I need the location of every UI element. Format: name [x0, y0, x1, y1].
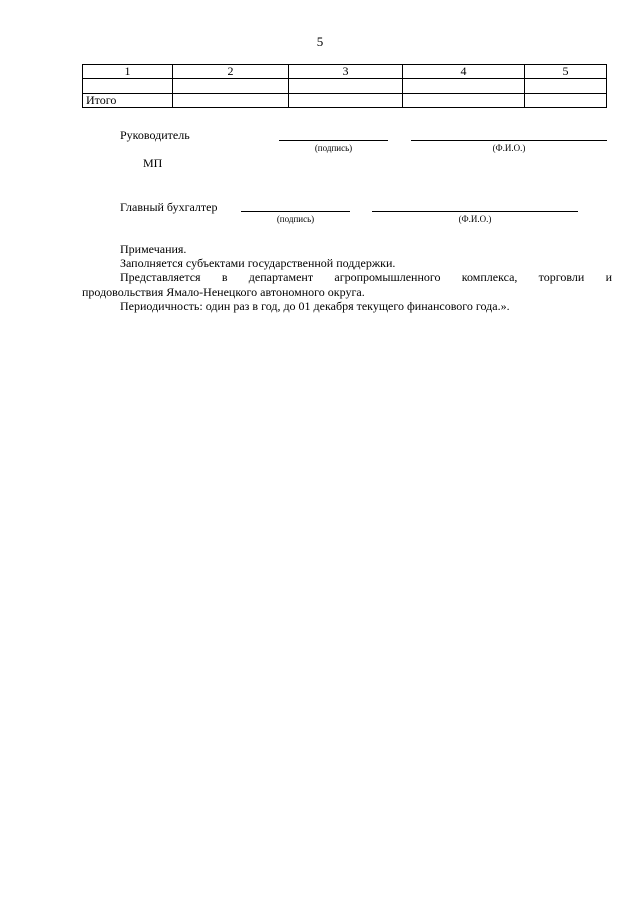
column-header-3: 3	[289, 65, 403, 79]
head-signature-caption: (подпись)	[314, 143, 353, 153]
head-name-line	[411, 140, 607, 141]
head-signature-line	[279, 140, 388, 141]
column-header-1: 1	[83, 65, 173, 79]
column-header-5: 5	[525, 65, 607, 79]
table-cell	[525, 79, 607, 94]
table-cell	[403, 94, 525, 108]
table-cell	[403, 79, 525, 94]
accountant-label: Главный бухгалтер	[120, 200, 218, 214]
notes-line-1: Заполняется субъектами государственной поддержки.	[120, 256, 396, 271]
stamp-place: МП	[143, 156, 163, 170]
table-cell	[83, 79, 173, 94]
table-cell	[289, 94, 403, 108]
accountant-name-line	[372, 211, 578, 212]
head-label: Руководитель	[120, 128, 190, 142]
notes-line-2-first: Представляется в департамент агропромышленного комплекса, торговли и	[120, 270, 612, 285]
notes	[82, 242, 612, 313]
notes-title: Примечания.	[120, 242, 187, 256]
report-table	[82, 64, 607, 108]
table-total-row	[83, 94, 607, 108]
accountant-signature-caption: (подпись)	[276, 214, 315, 224]
accountant-name-caption: (Ф.И.О.)	[458, 214, 492, 224]
head-name-caption: (Ф.И.О.)	[492, 143, 526, 153]
table-cell	[525, 94, 607, 108]
total-label: Итого	[83, 94, 173, 108]
column-header-2: 2	[173, 65, 289, 79]
table-cell	[289, 79, 403, 94]
table-row	[83, 79, 607, 94]
table-cell	[173, 79, 289, 94]
table-cell	[173, 94, 289, 108]
column-header-4: 4	[403, 65, 525, 79]
page-number: 5	[316, 34, 324, 49]
notes-line-3: Периодичность: один раз в год, до 01 декабря текущего финансового года.».	[120, 298, 510, 313]
table-header-row	[83, 65, 607, 79]
accountant-signature-line	[241, 211, 350, 212]
notes-line-2-rest: продовольствия Ямало-Ненецкого автономного округа.	[82, 284, 365, 299]
